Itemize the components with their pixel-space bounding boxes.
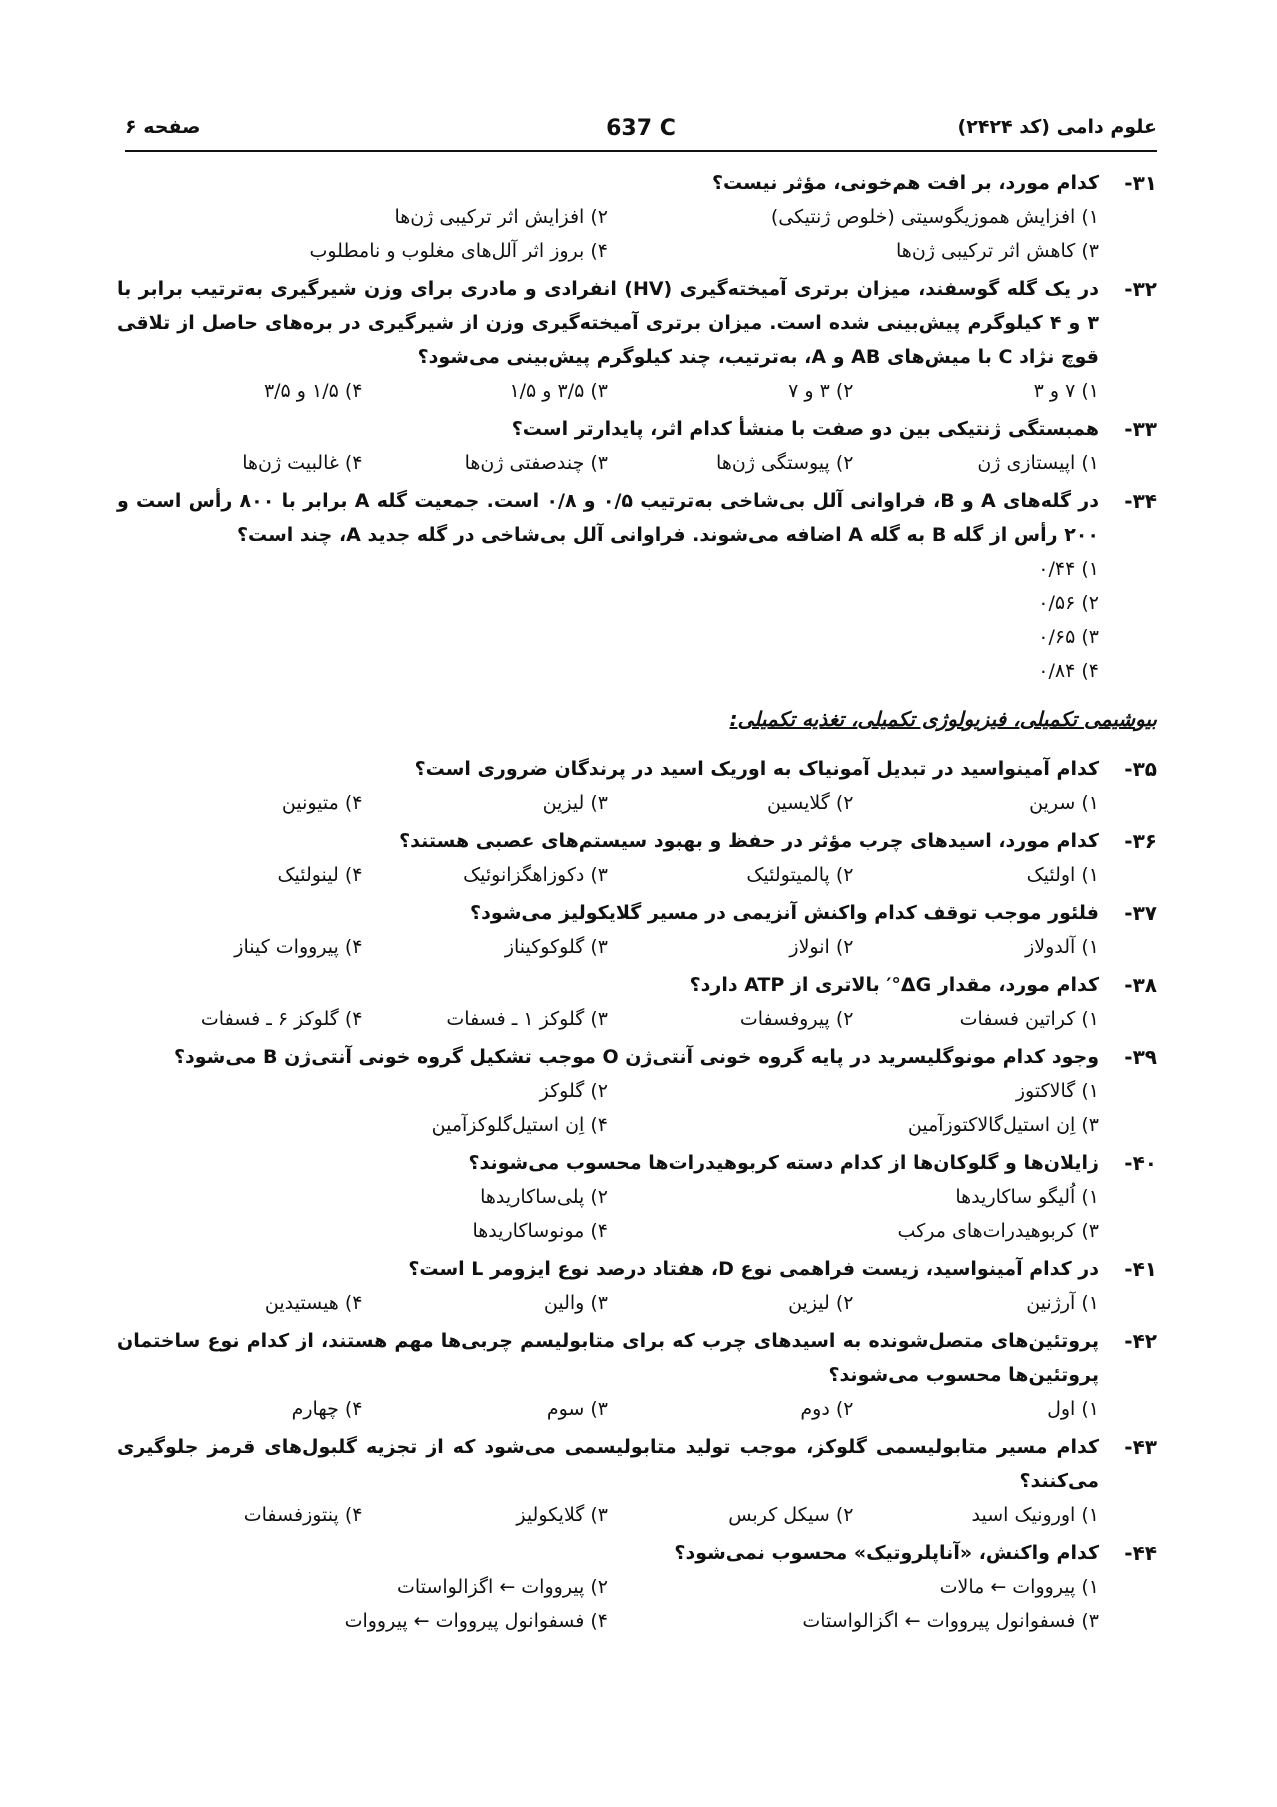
options bbox=[117, 786, 1099, 820]
question-44 bbox=[117, 1536, 1157, 1638]
course-title: علوم دامی (کد ۲۴۲۴) bbox=[957, 116, 1157, 138]
option-4: ۴) متیونین bbox=[281, 792, 363, 814]
option-4: ۴) غالبیت ژن‌ها bbox=[242, 452, 363, 474]
page-number: صفحه ۶ bbox=[125, 116, 201, 138]
question-40 bbox=[117, 1146, 1157, 1248]
option-1: ۱) آرژنین bbox=[1026, 1292, 1099, 1314]
question-32 bbox=[117, 272, 1157, 408]
question-number: ۳۹- bbox=[1124, 1045, 1157, 1069]
question-number: ۴۳- bbox=[1124, 1435, 1157, 1459]
option-1: ۱) اول bbox=[1047, 1398, 1099, 1420]
options bbox=[117, 858, 1099, 892]
question-37 bbox=[117, 896, 1157, 964]
option-3: ۳) سوم bbox=[546, 1398, 608, 1420]
option-1: ۱) اولئیک bbox=[1026, 864, 1099, 886]
option-4: ۴) ۱/۵ و ۳/۵ bbox=[263, 380, 363, 402]
question-38 bbox=[117, 968, 1157, 1036]
option-1: ۱) ۰/۴۴ bbox=[1038, 558, 1099, 580]
option-2: ۲) پیوستگی ژن‌ها bbox=[716, 452, 854, 474]
question-41 bbox=[117, 1252, 1157, 1320]
option-3: ۳) لیزین bbox=[542, 792, 608, 814]
option-2: ۲) لیزین bbox=[788, 1292, 854, 1314]
option-3: ۳) گلوکوکیناز bbox=[504, 936, 608, 958]
option-1: ۱) کراتین فسفات bbox=[959, 1008, 1099, 1030]
option-2: ۲) پالمیتولئیک bbox=[746, 864, 854, 886]
options bbox=[117, 446, 1099, 480]
question-number: ۴۲- bbox=[1124, 1329, 1157, 1353]
option-4: ۴) ۰/۸۴ bbox=[1038, 660, 1099, 682]
question-31 bbox=[117, 166, 1157, 268]
question-text: کدام مورد، اسیدهای چرب مؤثر در حفظ و بهبود سیستم‌های عصبی هستند؟ bbox=[399, 830, 1099, 852]
question-39 bbox=[117, 1040, 1157, 1142]
question-35 bbox=[117, 752, 1157, 820]
options bbox=[117, 1180, 1099, 1248]
section-title: بیوشیمی تکمیلی، فیزیولوژی تکمیلی، تغذیه تکمیلی: bbox=[729, 707, 1157, 731]
option-1: ۱) سرین bbox=[1029, 792, 1099, 814]
option-3: ۳) فسفوانول پیرووات ← اگزالواستات bbox=[802, 1610, 1099, 1632]
option-3: ۳) گلوکز ۱ ـ فسفات bbox=[446, 1008, 608, 1030]
option-2: ۲) ۳ و ۷ bbox=[788, 380, 854, 402]
option-3: ۳) دکوزاهگزانوئیک bbox=[463, 864, 608, 886]
option-3: ۳) ۰/۶۵ bbox=[1038, 626, 1099, 648]
question-number: ۳۱- bbox=[1124, 171, 1157, 195]
options bbox=[117, 1498, 1099, 1532]
option-3: ۳) اِن استیل‌گالاکتوزآمین bbox=[907, 1114, 1099, 1136]
option-1: ۱) گالاکتوز bbox=[1015, 1080, 1099, 1102]
booklet-code: 637 C bbox=[606, 116, 676, 141]
options bbox=[117, 552, 1099, 688]
page-header bbox=[125, 114, 1157, 152]
option-2: ۲) پیرووات ← اگزالواستات bbox=[397, 1576, 608, 1598]
option-4: ۴) لینولئیک bbox=[277, 864, 363, 886]
question-number: ۳۶- bbox=[1124, 829, 1157, 853]
option-3: ۳) گلایکولیز bbox=[516, 1504, 608, 1526]
options bbox=[117, 1392, 1099, 1426]
question-number: ۴۴- bbox=[1124, 1541, 1157, 1565]
question-number: ۳۷- bbox=[1124, 901, 1157, 925]
question-text: وجود کدام مونوگلیسرید در پایه گروه خونی آنتی‌ژن O موجب تشکیل گروه خونی آنتی‌ژن B می‌شود؟ bbox=[173, 1046, 1099, 1068]
option-2: ۲) گلوکز bbox=[539, 1080, 608, 1102]
options bbox=[117, 1074, 1099, 1142]
option-2: ۲) پیروفسفات bbox=[739, 1008, 854, 1030]
option-4: ۴) اِن استیل‌گلوکزآمین bbox=[431, 1114, 608, 1136]
question-text: کدام مورد، مقدار ΔG°′ بالاتری از ATP دارد؟ bbox=[689, 974, 1099, 996]
option-4: ۴) چهارم bbox=[291, 1398, 363, 1420]
question-text: کدام آمینواسید در تبدیل آمونیاک به اوریک اسید در پرندگان ضروری است؟ bbox=[414, 758, 1099, 780]
option-1: ۱) اُلیگو ساکاریدها bbox=[955, 1186, 1099, 1208]
options bbox=[117, 374, 1099, 408]
question-text: در کدام آمینواسید، زیست فراهمی نوع D، هفتاد درصد نوع ایزومر L است؟ bbox=[408, 1258, 1099, 1280]
question-number: ۳۴- bbox=[1124, 489, 1157, 513]
question-number: ۳۲- bbox=[1124, 277, 1157, 301]
question-text: زایلان‌ها و گلوکان‌ها از کدام دسته کربوهیدرات‌ها محسوب می‌شوند؟ bbox=[468, 1152, 1099, 1174]
question-text: پروتئین‌های متصل‌شونده به اسیدهای چرب که برای متابولیسم چربی‌ها مهم هستند، از کدام نوع ساختمان پروتئین‌ها محسوب می‌شوند؟ bbox=[117, 1330, 1099, 1386]
option-3: ۳) کربوهیدرات‌های مرکب bbox=[897, 1220, 1099, 1242]
question-number: ۳۵- bbox=[1124, 757, 1157, 781]
option-2: ۲) گلایسین bbox=[767, 792, 854, 814]
option-2: ۲) دوم bbox=[800, 1398, 854, 1420]
question-text: فلئور موجب توقف کدام واکنش آنزیمی در مسیر گلایکولیز می‌شود؟ bbox=[470, 902, 1099, 924]
option-3: ۳) ۳/۵ و ۱/۵ bbox=[509, 380, 608, 402]
option-4: ۴) فسفوانول پیرووات ← پیرووات bbox=[344, 1610, 608, 1632]
option-4: ۴) هیستیدین bbox=[264, 1292, 363, 1314]
option-1: ۱) اورونیک اسید bbox=[971, 1504, 1099, 1526]
question-number: ۳۸- bbox=[1124, 973, 1157, 997]
options bbox=[117, 1570, 1099, 1638]
question-text: همبستگی ژنتیکی بین دو صفت با منشأ کدام اثر، پایدارتر است؟ bbox=[511, 418, 1099, 440]
question-42 bbox=[117, 1324, 1157, 1426]
question-list bbox=[117, 166, 1157, 1642]
option-1: ۱) افزایش هموزیگوسیتی (خلوص ژنتیکی) bbox=[770, 206, 1099, 228]
option-4: ۴) بروز اثر آلل‌های مغلوب و نامطلوب bbox=[309, 240, 608, 262]
question-number: ۳۳- bbox=[1124, 417, 1157, 441]
option-3: ۳) کاهش اثر ترکیبی ژن‌ها bbox=[896, 240, 1099, 262]
option-2: ۲) پلی‌ساکاریدها bbox=[480, 1186, 608, 1208]
question-34 bbox=[117, 484, 1157, 688]
option-2: ۲) ۰/۵۶ bbox=[1038, 592, 1099, 614]
question-text: در گله‌های A و B، فراوانی آلل بی‌شاخی به‌ترتیب ۰/۵ و ۰/۸ است. جمعیت گله A برابر با ۸۰۰ رأس است و ۲۰۰ رأس از گله B به گله A اضافه می‌شوند. فراوانی آلل بی‌شاخی در گله جدید A، چند است؟ bbox=[117, 490, 1099, 546]
option-4: ۴) پیرووات کیناز bbox=[234, 936, 363, 958]
option-3: ۳) والین bbox=[543, 1292, 608, 1314]
question-text: کدام مسیر متابولیسمی گلوکز، موجب تولید متابولیسمی می‌شود که از تجزیه گلبول‌های قرمز جلوگیری می‌کنند؟ bbox=[117, 1436, 1099, 1492]
option-2: ۲) افزایش اثر ترکیبی ژن‌ها bbox=[394, 206, 608, 228]
options bbox=[117, 200, 1099, 268]
question-number: ۴۱- bbox=[1124, 1257, 1157, 1281]
option-2: ۲) سیکل کربس bbox=[728, 1504, 854, 1526]
options bbox=[117, 930, 1099, 964]
question-text: کدام مورد، بر افت هم‌خونی، مؤثر نیست؟ bbox=[712, 172, 1099, 194]
option-1: ۱) آلدولاز bbox=[1025, 936, 1099, 958]
question-number: ۴۰- bbox=[1124, 1151, 1157, 1175]
question-36 bbox=[117, 824, 1157, 892]
options bbox=[117, 1002, 1099, 1036]
question-text: در یک گله گوسفند، میزان برتری آمیخته‌گیری (HV) انفرادی و مادری برای وزن شیرگیری به‌ترتیب برابر با ۳ و ۴ کیلوگرم پیش‌بینی شده است. میزان برتری آمیخته‌گیری وزن از شیرگیری در بره‌های حاصل از تلاقی قوچ نژاد C با میش‌های AB و A، به‌ترتیب، چند کیلوگرم پیش‌بینی می‌شود؟ bbox=[117, 278, 1100, 368]
option-4: ۴) پنتوزفسفات bbox=[243, 1504, 363, 1526]
option-1: ۱) اپیستازی ژن bbox=[977, 452, 1099, 474]
option-1: ۱) پیرووات ← مالات bbox=[939, 1576, 1099, 1598]
question-43 bbox=[117, 1430, 1157, 1532]
option-1: ۱) ۷ و ۳ bbox=[1033, 380, 1099, 402]
option-4: ۴) گلوکز ۶ ـ فسفات bbox=[200, 1008, 363, 1030]
option-3: ۳) چندصفتی ژن‌ها bbox=[464, 452, 608, 474]
options bbox=[117, 1286, 1099, 1320]
option-2: ۲) انولاز bbox=[789, 936, 854, 958]
option-4: ۴) مونوساکاریدها bbox=[472, 1220, 608, 1242]
question-33 bbox=[117, 412, 1157, 480]
question-text: کدام واکنش، «آناپلروتیک» محسوب نمی‌شود؟ bbox=[674, 1542, 1099, 1564]
